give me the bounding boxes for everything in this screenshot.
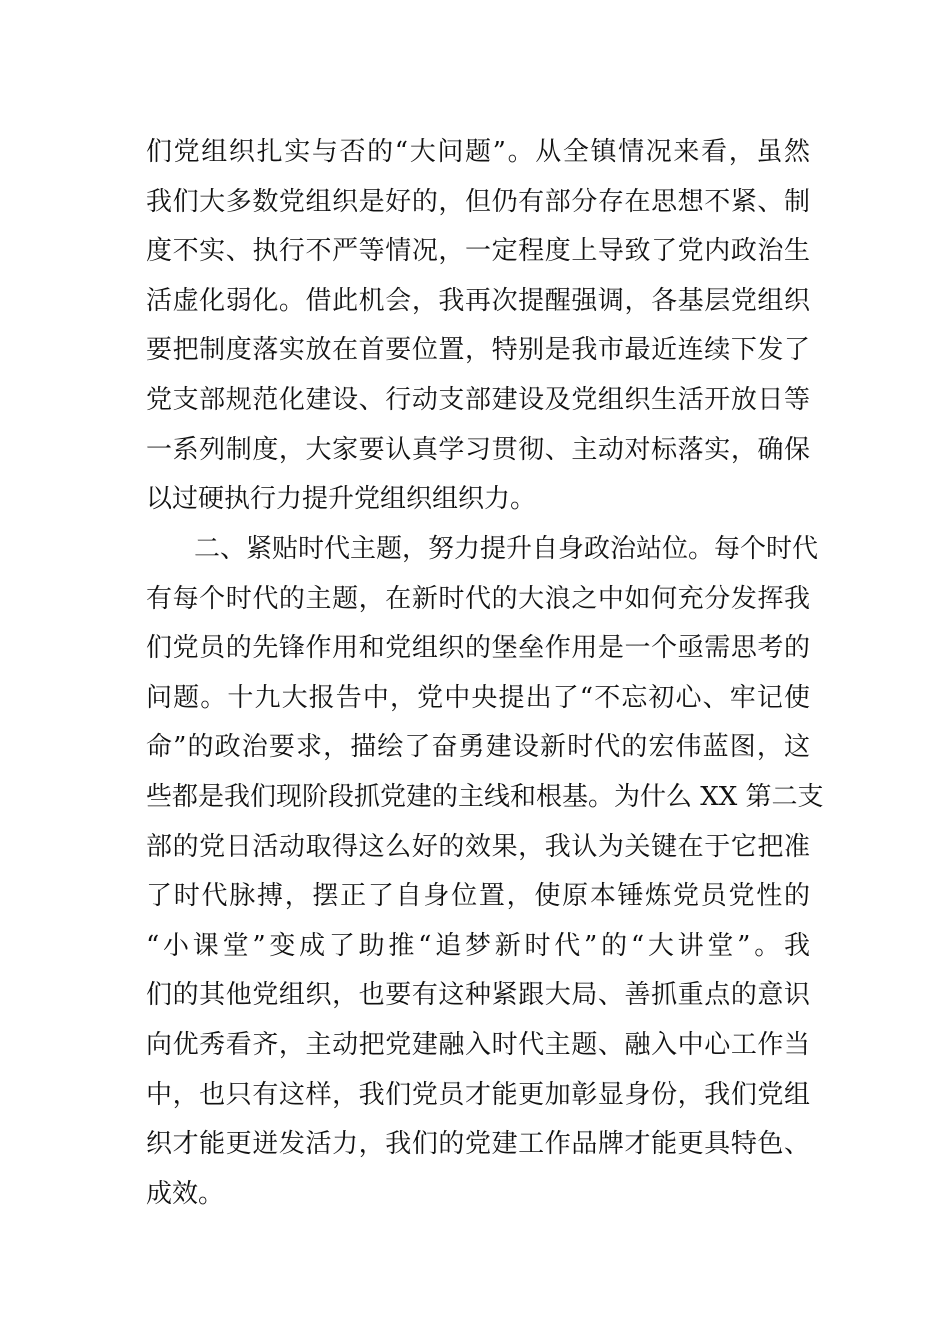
paragraph-1-line-1: 们党组织扎实与否的“大问题”。从全镇情况来看，虽然	[146, 137, 810, 167]
paragraph-1-line-7: 一系列制度，大家要认真学习贯彻、主动对标落实，确保	[146, 434, 810, 465]
paragraph-2-line-7: 部的党日活动取得这么好的效果，我认为关键在于它把准	[146, 831, 810, 862]
paragraph-2-line-3: 们党员的先锋作用和党组织的堡垒作用是一个亟需思考的	[146, 633, 810, 664]
paragraph-2-line-1: 二、紧贴时代主题，努力提升自身政治站位。每个时代	[194, 534, 819, 564]
paragraph-1-line-2: 我们大多数党组织是好的，但仍有部分存在思想不紧、制	[146, 186, 810, 217]
paragraph-1-line-8: 以过硬执行力提升党组织组织力。	[146, 484, 537, 515]
paragraph-2-line-4: 问题。十九大报告中，党中央提出了“不忘初心、牢记使	[146, 682, 810, 713]
paragraph-2-line-2: 有每个时代的主题，在新时代的大浪之中如何充分发挥我	[146, 583, 810, 614]
paragraph-2-line-5: 命”的政治要求，描绘了奋勇建设新时代的宏伟蓝图，这	[146, 732, 810, 763]
paragraph-2-line-14: 成效。	[146, 1178, 225, 1209]
paragraph-1-line-6: 党支部规范化建设、行动支部建设及党组织生活开放日等	[146, 384, 810, 415]
paragraph-2-line-12: 中，也只有这样，我们党员才能更加彰显身份，我们党组	[146, 1079, 810, 1110]
paragraph-2-line-8: 了时代脉搏，摆正了自身位置，使原本锤炼党员党性的	[146, 881, 810, 912]
paragraph-2-line-9: “小课堂”变成了助推“追梦新时代”的“大讲堂”。我	[146, 930, 810, 961]
paragraph-2-line-11: 向优秀看齐，主动把党建融入时代主题、融入中心工作当	[146, 1029, 810, 1060]
paragraph-2-line-10: 们的其他党组织，也要有这种紧跟大局、善抓重点的意识	[146, 980, 810, 1011]
paragraph-1-line-3: 度不实、执行不严等情况，一定程度上导致了党内政治生	[146, 236, 810, 267]
paragraph-1-line-5: 要把制度落实放在首要位置，特别是我市最近连续下发了	[146, 335, 810, 366]
paragraph-2-line-6: 些都是我们现阶段抓党建的主线和根基。为什么 XX 第二支	[146, 781, 824, 812]
paragraph-2-line-13: 织才能更迸发活力，我们的党建工作品牌才能更具特色、	[146, 1129, 810, 1160]
paragraph-2	[146, 525, 824, 1219]
paragraph-1	[146, 128, 810, 525]
paragraph-1-line-4: 活虚化弱化。借此机会，我再次提醒强调，各基层党组织	[146, 285, 810, 316]
